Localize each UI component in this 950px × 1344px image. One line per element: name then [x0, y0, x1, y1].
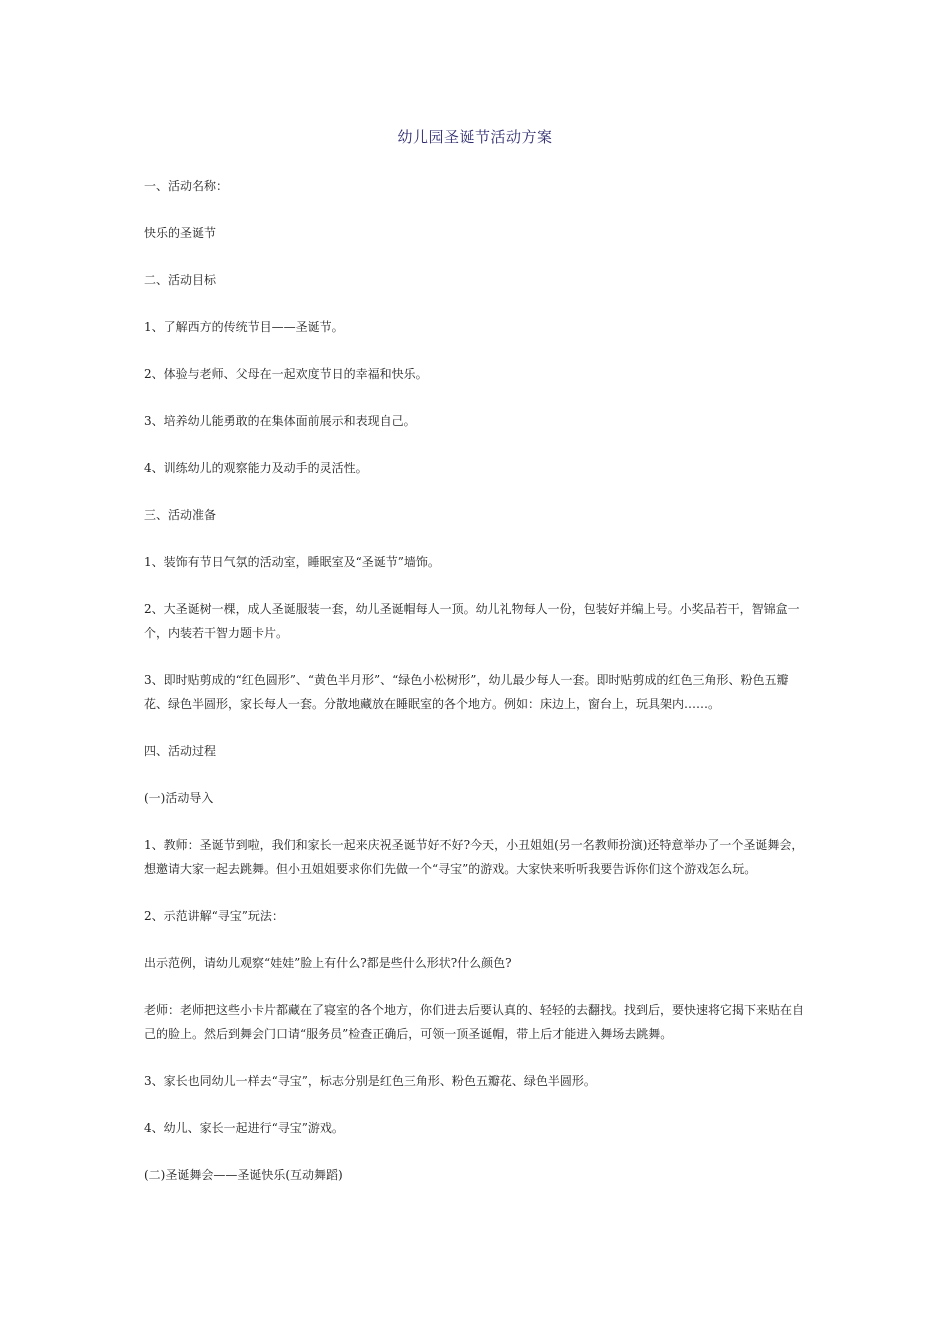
paragraph: 快乐的圣诞节 [144, 226, 217, 240]
section-heading-activity-preparation: 三、活动准备 [144, 508, 217, 522]
paragraph: 2、示范讲解“寻宝”玩法： [144, 909, 284, 923]
section-heading-activity-name: 一、活动名称： [144, 179, 229, 193]
document-title: 幼儿园圣诞节活动方案 [397, 128, 553, 146]
paragraph: 3、家长也同幼儿一样去“寻宝”，标志分别是红色三角形、粉色五瓣花、绿色半圆形。 [144, 1074, 596, 1088]
document-body [144, 174, 810, 1210]
section-heading-activity-goals: 二、活动目标 [144, 273, 217, 287]
paragraph: 2、体验与老师、父母在一起欢度节日的幸福和快乐。 [144, 367, 428, 381]
paragraph: 3、即时贴剪成的“红色圆形”、“黄色半月形”、“绿色小松树形”，幼儿最少每人一套。即时贴剪成的红色三角形、粉色五瓣花、绿色半圆形，家长每人一套。分散地藏放在睡眠室的各个地方。例如：床边上，窗台上，玩具架内……。 [144, 673, 789, 711]
paragraph: 老师：老师把这些小卡片都藏在了寝室的各个地方，你们进去后要认真的、轻轻的去翻找。找到后，要快速将它揭下来贴在自己的脸上。然后到舞会门口请“服务员”检查正确后，可领一顶圣诞帽，带上后才能进入舞场去跳舞。 [144, 1003, 805, 1041]
paragraph: 3、培养幼儿能勇敢的在集体面前展示和表现自己。 [144, 414, 416, 428]
subsection-heading: (一)活动导入 [144, 791, 214, 805]
paragraph: 1、装饰有节日气氛的活动室，睡眠室及“圣诞节”墙饰。 [144, 555, 440, 569]
paragraph: 4、幼儿、家长一起进行“寻宝”游戏。 [144, 1121, 344, 1135]
paragraph: 4、训练幼儿的观察能力及动手的灵活性。 [144, 461, 368, 475]
section-heading-activity-process: 四、活动过程 [144, 744, 217, 758]
paragraph: 1、了解西方的传统节目——圣诞节。 [144, 320, 344, 334]
paragraph: 1、教师：圣诞节到啦，我们和家长一起来庆祝圣诞节好不好?今天，小丑姐姐(另一名教师扮演)还特意举办了一个圣诞舞会，想邀请大家一起去跳舞。但小丑姐姐要求你们先做一个“寻宝”的游戏。大家快来听听我要告诉你们这个游戏怎么玩。 [144, 838, 804, 876]
subsection-heading: (二)圣诞舞会——圣诞快乐(互动舞蹈) [144, 1168, 343, 1182]
paragraph: 出示范例，请幼儿观察“娃娃”脸上有什么?都是些什么形状?什么颜色? [144, 956, 512, 970]
paragraph: 2、大圣诞树一棵，成人圣诞服装一套，幼儿圣诞帽每人一顶。幼儿礼物每人一份，包装好并编上号。小奖品若干，智锦盒一个，内装若干智力题卡片。 [144, 602, 800, 640]
